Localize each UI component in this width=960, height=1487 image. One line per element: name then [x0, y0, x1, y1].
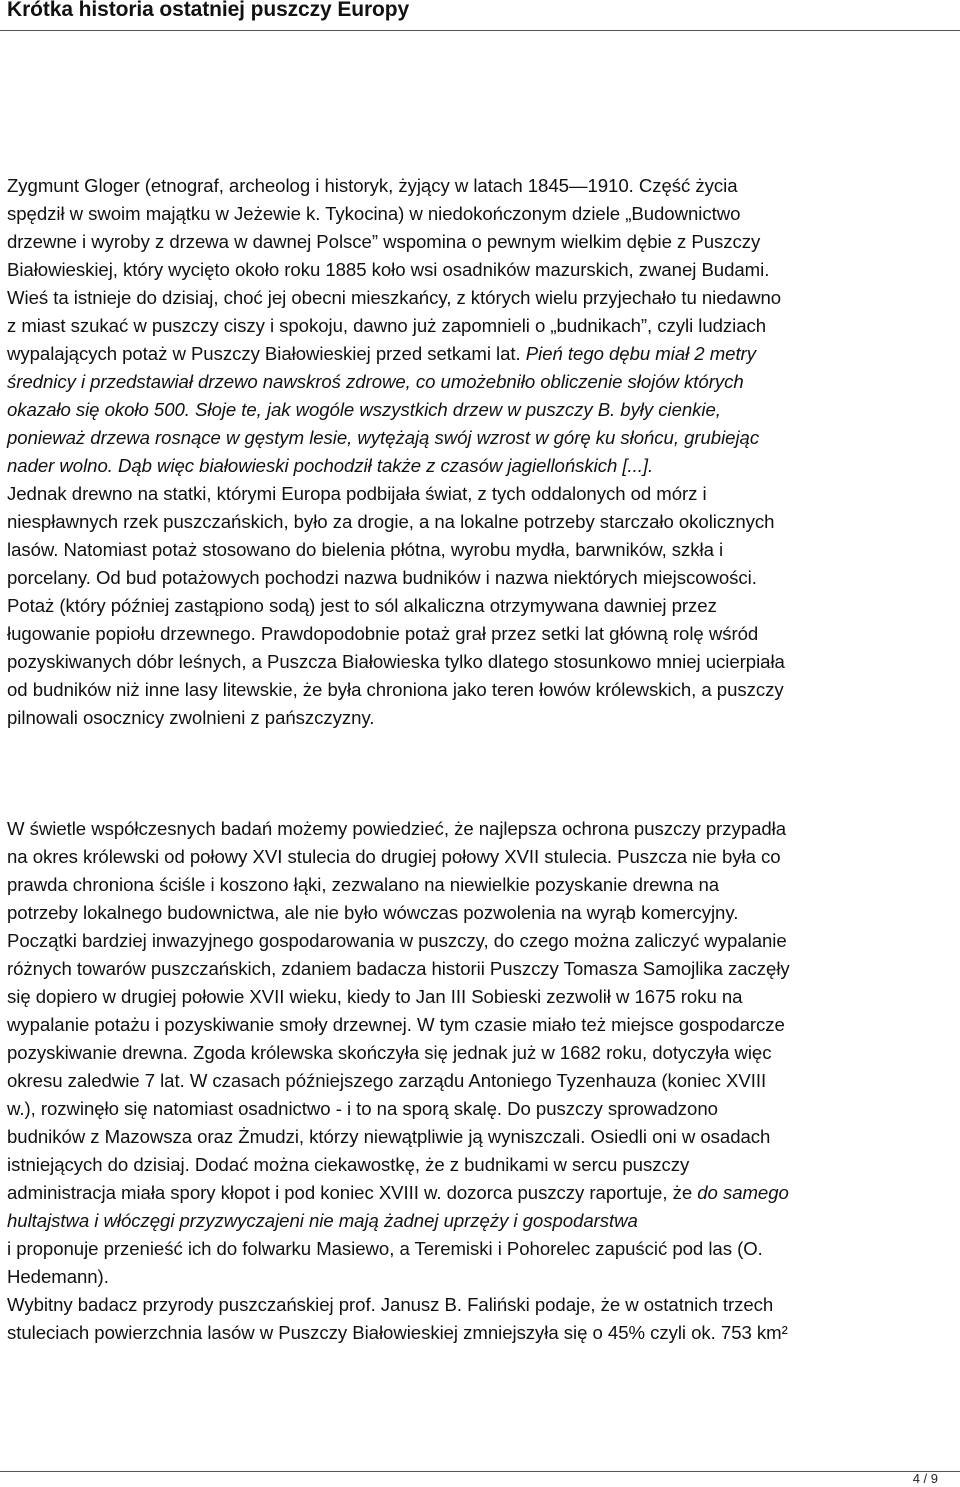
body-text: niespławnych rzek puszczańskich, było za drogie, a na lokalne potrzeby starczało okolicznych	[7, 511, 775, 532]
body-text: W świetle współczesnych badań możemy powiedzieć, że najlepsza ochrona puszczy przypadła	[7, 818, 787, 839]
page-number: 4 / 9	[912, 1471, 938, 1486]
body-text: i proponuje przenieść ich do folwarku Masiewo, a Teremiski i Pohorelec zapuścić pod las (O.	[7, 1238, 763, 1259]
text-line	[7, 1123, 957, 1151]
body-text: istniejących do dzisiaj. Dodać można ciekawostkę, że z budnikami w sercu puszczy	[7, 1154, 690, 1175]
body-text: różnych towarów puszczańskich, zdaniem badacza historii Puszczy Tomasza Samojlika zaczęły	[7, 958, 790, 979]
text-line	[7, 340, 957, 368]
text-line	[7, 536, 957, 564]
italic-quote-text: do samego	[697, 1182, 789, 1203]
body-text: lasów. Natomiast potaż stosowano do bielenia płótna, wyrobu mydła, barwników, szkła i	[7, 539, 724, 560]
italic-quote-text: nader wolno. Dąb więc białowieski pochodził także z czasów jagiellońskich [...].	[7, 455, 654, 476]
text-line	[7, 843, 957, 871]
footer-divider	[0, 1471, 960, 1472]
body-text: porcelany. Od bud potażowych pochodzi nazwa budników i nazwa niektórych miejscowości.	[7, 567, 757, 588]
body-text: Jednak drewno na statki, którymi Europa podbijała świat, z tych oddalonych od mórz i	[7, 483, 707, 504]
document-title: Krótka historia ostatniej puszczy Europy	[7, 0, 410, 21]
italic-quote-text: Pień tego dębu miał 2 metry	[525, 343, 756, 364]
text-line	[7, 452, 957, 480]
body-text: spędził w swoim majątku w Jeżewie k. Tykocina) w niedokończonym dziele „Budownictwo	[7, 203, 741, 224]
body-text: potrzeby lokalnego budownictwa, ale nie było wówczas pozwolenia na wyrąb komercyjny.	[7, 902, 739, 923]
body-text: administracja miała spory kłopot i pod koniec XVIII w. dozorca puszczy raportuje, że	[7, 1182, 698, 1203]
text-line	[7, 1039, 957, 1067]
text-line	[7, 284, 957, 312]
text-line	[7, 871, 957, 899]
text-line	[7, 228, 957, 256]
body-text: wypalanie potażu i pozyskiwanie smoły drzewnej. W tym czasie miało też miejsce gospodarcze	[7, 1014, 785, 1035]
text-line	[7, 1235, 957, 1263]
text-line	[7, 648, 957, 676]
body-text: ługowanie popiołu drzewnego. Prawdopodobnie potaż grał przez setki lat główną rolę wśród	[7, 623, 759, 644]
text-line	[7, 1151, 957, 1179]
body-text: w.), rozwinęło się natomiast osadnictwo - i to na sporą skalę. Do puszczy sprowadzono	[7, 1098, 718, 1119]
body-text: wypalających potaż w Puszczy Białowieskiej przed setkami lat.	[7, 343, 526, 364]
text-line	[7, 815, 957, 843]
text-line	[7, 704, 957, 732]
text-line	[7, 172, 957, 200]
body-text: pozyskiwanie drewna. Zgoda królewska skończyła się jednak już w 1682 roku, dotyczyła więc	[7, 1042, 772, 1063]
body-text: pilnowali osocznicy zwolnieni z pańszczyzny.	[7, 707, 375, 728]
text-line	[7, 1319, 957, 1347]
body-text: Początki bardziej inwazyjnego gospodarowania w puszczy, do czego można zaliczyć wypalanie	[7, 930, 787, 951]
body-text: Hedemann).	[7, 1266, 109, 1287]
text-line	[7, 1179, 957, 1207]
body-text: Zygmunt Gloger (etnograf, archeolog i historyk, żyjący w latach 1845—1910. Część życia	[7, 175, 738, 196]
text-line	[7, 368, 957, 396]
body-text: z miast szukać w puszczy ciszy i spokoju, dawno już zapomnieli o „budnikach”, czyli ludziach	[7, 315, 767, 336]
header-divider	[0, 30, 960, 31]
paragraph-2	[7, 815, 957, 1347]
italic-quote-text: ponieważ drzewa rosnące w gęstym lesie, wytężają swój wzrost w górę ku słońcu, grubiejąc	[7, 427, 760, 448]
text-line	[7, 1067, 957, 1095]
text-line	[7, 256, 957, 284]
body-text: okresu zaledwie 7 lat. W czasach późniejszego zarządu Antoniego Tyzenhauza (koniec XVIII	[7, 1070, 767, 1091]
body-text: Potaż (który później zastąpiono sodą) jest to sól alkaliczna otrzymywana dawniej przez	[7, 595, 717, 616]
text-line	[7, 899, 957, 927]
text-line	[7, 1095, 957, 1123]
body-text: Wieś ta istnieje do dzisiaj, choć jej obecni mieszkańcy, z których wielu przyjechało tu niedawno	[7, 287, 782, 308]
italic-quote-text: okazało się około 500. Słoje te, jak wogóle wszystkich drzew w puszczy B. były cienkie,	[7, 399, 721, 420]
paragraph-1	[7, 172, 957, 732]
body-text: pozyskiwanych dóbr leśnych, a Puszcza Białowieska tylko dlatego stosunkowo mniej ucierpiała	[7, 651, 785, 672]
text-line	[7, 1263, 957, 1291]
body-text: od budników niż inne lasy litewskie, że była chroniona jako teren łowów królewskich, a puszczy	[7, 679, 784, 700]
text-line	[7, 508, 957, 536]
text-line	[7, 1291, 957, 1319]
body-text: się dopiero w drugiej połowie XVII wieku, kiedy to Jan III Sobieski zezwolił w 1675 roku na	[7, 986, 743, 1007]
body-text: budników z Mazowsza oraz Żmudzi, którzy niewątpliwie ją wyniszczali. Osiedli oni w osadach	[7, 1126, 771, 1147]
text-line	[7, 564, 957, 592]
body-text: Wybitny badacz przyrody puszczańskiej prof. Janusz B. Faliński podaje, że w ostatnich trzech	[7, 1294, 774, 1315]
text-line	[7, 983, 957, 1011]
text-line	[7, 396, 957, 424]
body-text: na okres królewski od połowy XVI stulecia do drugiej połowy XVII stulecia. Puszcza nie była co	[7, 846, 781, 867]
text-line	[7, 592, 957, 620]
text-line	[7, 480, 957, 508]
italic-quote-text: hultajstwa i włóczęgi przyzwyczajeni nie mają żadnej uprzęży i gospodarstwa	[7, 1210, 638, 1231]
italic-quote-text: średnicy i przedstawiał drzewo nawskroś zdrowe, co umożebniło obliczenie słojów których	[7, 371, 744, 392]
text-line	[7, 676, 957, 704]
text-line	[7, 424, 957, 452]
body-text: drzewne i wyroby z drzewa w dawnej Polsce” wspomina o pewnym wielkim dębie z Puszczy	[7, 231, 761, 252]
body-text: stuleciach powierzchnia lasów w Puszczy Białowieskiej zmniejszyła się o 45% czyli ok. 753 km²	[7, 1322, 788, 1343]
text-line	[7, 200, 957, 228]
text-line	[7, 955, 957, 983]
text-line	[7, 927, 957, 955]
text-line	[7, 620, 957, 648]
text-line	[7, 312, 957, 340]
text-line	[7, 1011, 957, 1039]
body-text: prawda chroniona ściśle i koszono łąki, zezwalano na niewielkie pozyskanie drewna na	[7, 874, 720, 895]
text-line	[7, 1207, 957, 1235]
body-text: Białowieskiej, który wycięto około roku 1885 koło wsi osadników mazurskich, zwanej Budami.	[7, 259, 770, 280]
